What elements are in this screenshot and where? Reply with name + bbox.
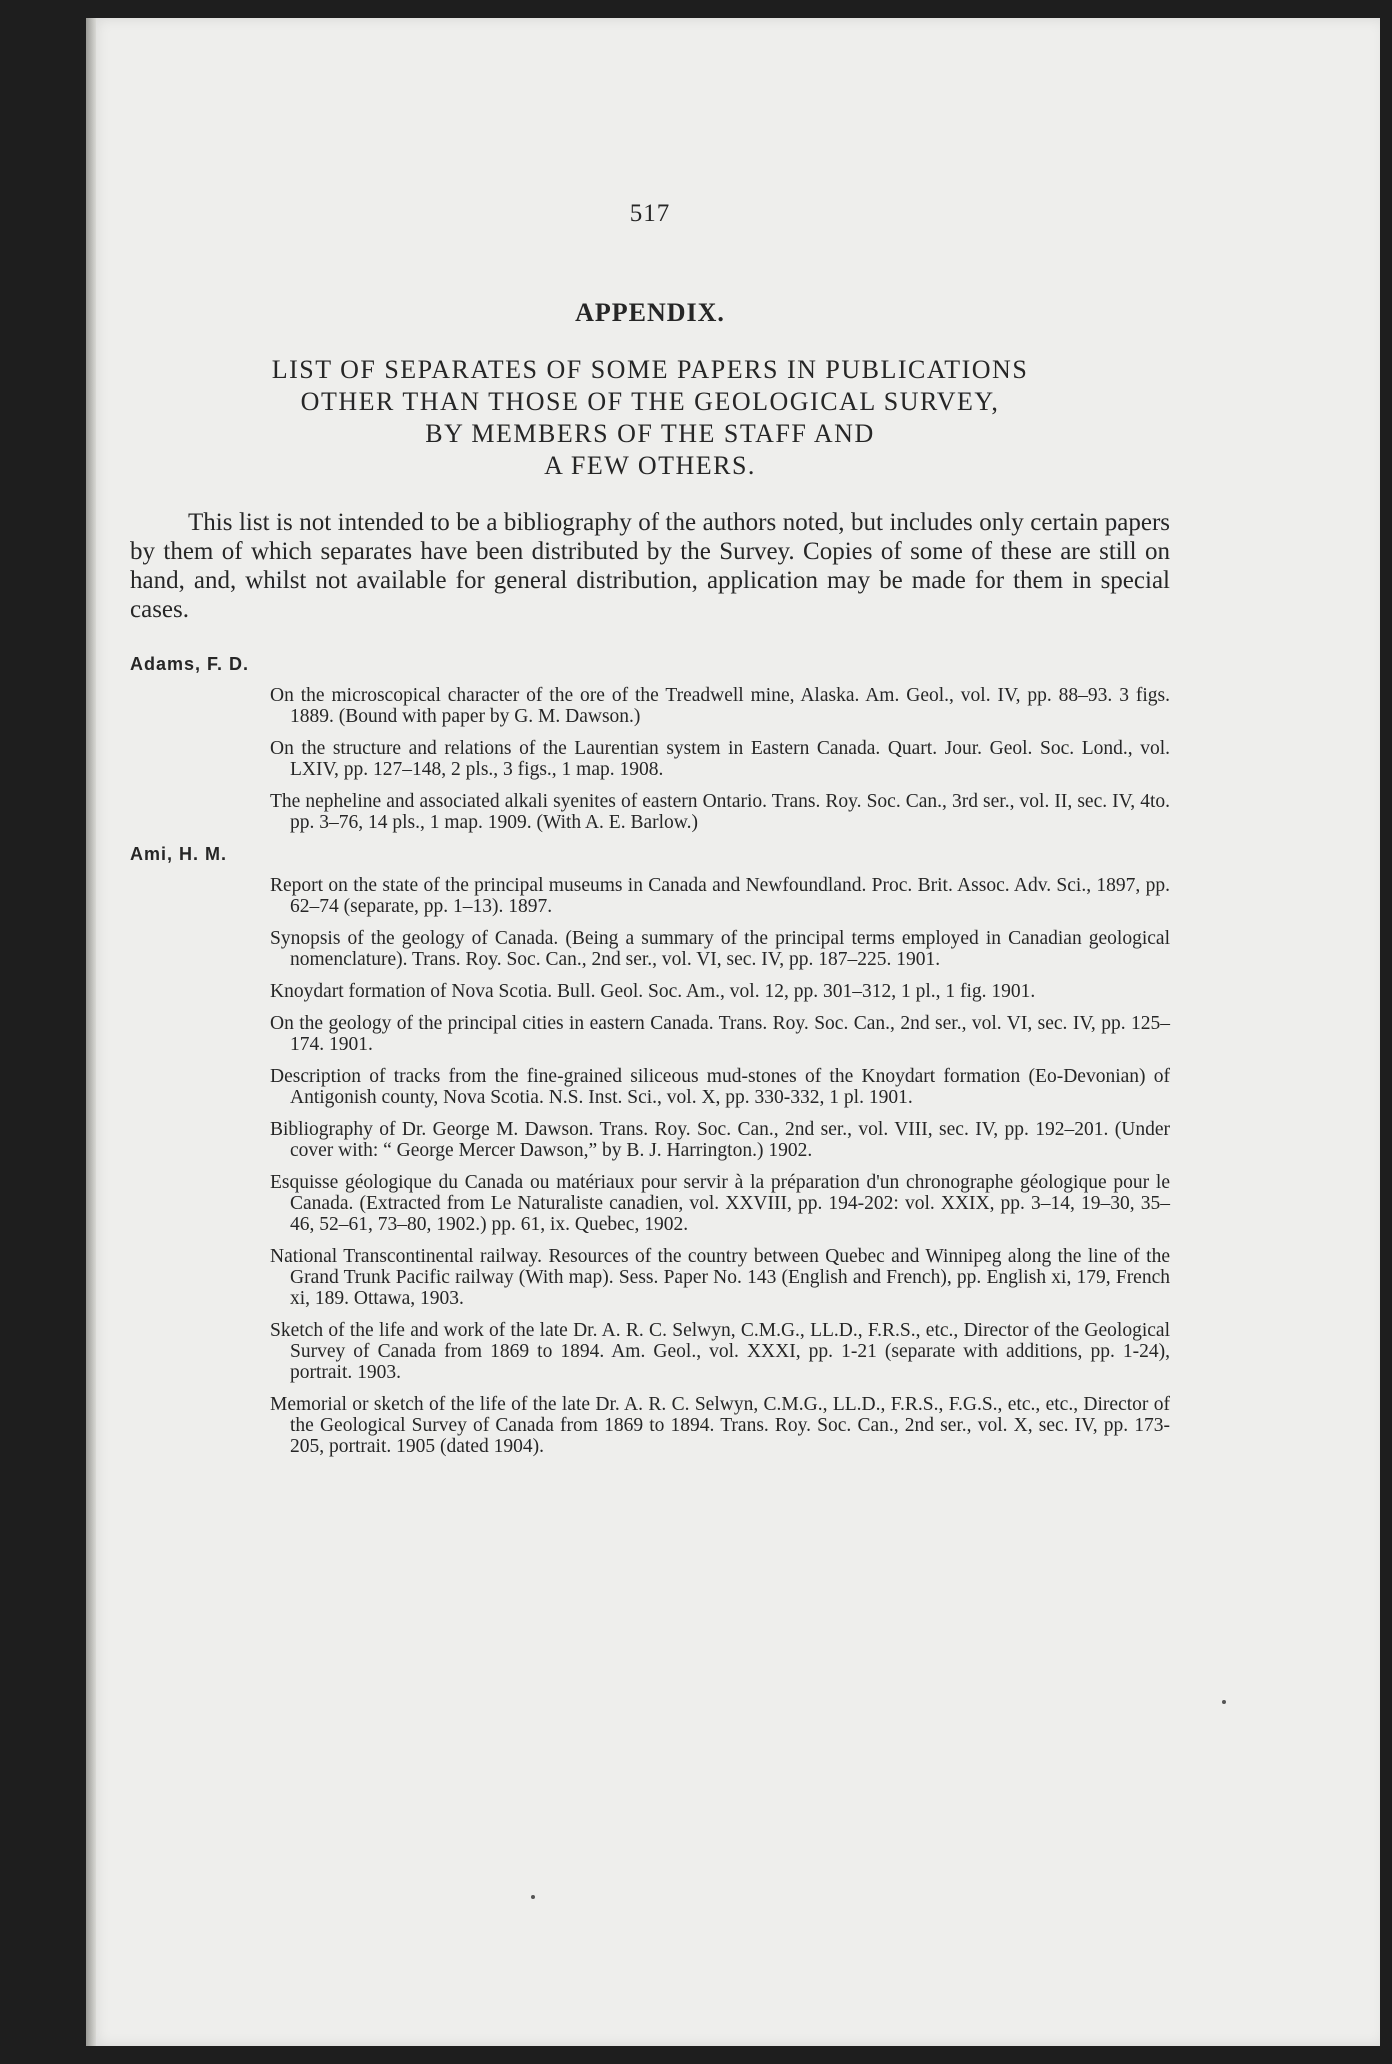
page-spine-shadow xyxy=(86,18,96,2046)
bibliography-entry: On the structure and relations of the Laurentian system in Eastern Canada. Quart. Jour. Geol. Soc. Lond., vol. LXIV, pp. 127–148, 2 pls., 3 figs., 1 map. 1908. xyxy=(270,738,1170,780)
bibliography-entry: Report on the state of the principal museums in Canada and Newfoundland. Proc. Brit. Assoc. Adv. Sci., 1897, pp. 62–74 (separate, pp. 1–13). 1897. xyxy=(270,875,1170,917)
scan-speck xyxy=(531,1895,535,1899)
bibliography-entry: Esquisse géologique du Canada ou matériaux pour servir à la préparation d'un chronographe géologique pour le Canada. (Extracted from Le Naturaliste canadien, vol. XXVIII, pp. 194-202: vol. XXIX, pp. 3–14, 19–30, 35–46, 52–61, 73–80, 1902.) pp. 61, ix. Quebec, 1902. xyxy=(270,1172,1170,1235)
scan-speck xyxy=(1222,1700,1226,1704)
appendix-heading: APPENDIX. xyxy=(575,298,725,327)
list-title-line: LIST OF SEPARATES OF SOME PAPERS IN PUBLICATIONS xyxy=(271,355,1029,384)
list-title-line: A FEW OTHERS. xyxy=(544,451,756,480)
author-name: Adams, F. D. xyxy=(130,654,250,674)
bibliography-entry: On the microscopical character of the ore of the Treadwell mine, Alaska. Am. Geol., vol. IV, pp. 88–93. 3 figs. 1889. (Bound with paper by G. M. Dawson.) xyxy=(270,685,1170,727)
intro-paragraph: This list is not intended to be a bibliography of the authors noted, but includes only certain papers by them of which separates have been distributed by the Survey. Copies of some of these are still on hand, and, whilst not available for general distribution, application may be made for them in special cases. xyxy=(130,509,1170,623)
page-content xyxy=(130,200,1170,1468)
bibliography-entry: Knoydart formation of Nova Scotia. Bull. Geol. Soc. Am., vol. 12, pp. 301–312, 1 pl., 1 fig. 1901. xyxy=(270,981,1036,1002)
list-title-line: OTHER THAN THOSE OF THE GEOLOGICAL SURVEY, xyxy=(300,387,1000,416)
bibliography-entry: Description of tracks from the fine-grained siliceous mud-stones of the Knoydart formation (Eo-Devonian) of Antigonish county, Nova Scotia. N.S. Inst. Sci., vol. X, pp. 330-332, 1 pl. 1901. xyxy=(270,1066,1170,1108)
page-number: 517 xyxy=(629,200,671,227)
bibliography-entry: Sketch of the life and work of the late Dr. A. R. C. Selwyn, C.M.G., LL.D., F.R.S., etc., Director of the Geological Survey of Canada from 1869 to 1894. Am. Geol., vol. XXXI, pp. 1-21 (separate with additions, pp. 1-24), portrait. 1903. xyxy=(270,1320,1170,1383)
bibliography-entry: Bibliography of Dr. George M. Dawson. Trans. Roy. Soc. Can., 2nd ser., vol. VIII, sec. IV, pp. 192–201. (Under cover with: “ George Mercer Dawson,” by B. J. Harrington.) 1902. xyxy=(270,1119,1170,1161)
bibliography-entry: On the geology of the principal cities in eastern Canada. Trans. Roy. Soc. Can., 2nd ser., vol. VI, sec. IV, pp. 125–174. 1901. xyxy=(270,1013,1170,1055)
author-section-adams xyxy=(130,654,1170,833)
author-section-ami xyxy=(130,844,1170,1457)
bibliography-entry: Synopsis of the geology of Canada. (Being a summary of the principal terms employed in Canadian geological nomenclature). Trans. Roy. Soc. Can., 2nd ser., vol. VI, sec. IV, pp. 187–225. 1901. xyxy=(270,928,1170,970)
bibliography-entry: The nepheline and associated alkali syenites of eastern Ontario. Trans. Roy. Soc. Can., 3rd ser., vol. II, sec. IV, 4to. pp. 3–76, 14 pls., 1 map. 1909. (With A. E. Barlow.) xyxy=(270,791,1170,833)
bibliography-entry: Memorial or sketch of the life of the late Dr. A. R. C. Selwyn, C.M.G., LL.D., F.R.S., F.G.S., etc., etc., Director of the Geological Survey of Canada from 1869 to 1894. Trans. Roy. Soc. Can., 2nd ser., vol. X, sec. IV, pp. 173-205, portrait. 1905 (dated 1904). xyxy=(270,1394,1170,1457)
list-title xyxy=(130,354,1170,482)
bibliography-entry: National Transcontinental railway. Resources of the country between Quebec and Winnipeg along the line of the Grand Trunk Pacific railway (With map). Sess. Paper No. 143 (English and French), pp. English xi, 179, French xi, 189. Ottawa, 1903. xyxy=(270,1246,1170,1309)
author-name: Ami, H. M. xyxy=(130,844,228,864)
list-title-line: BY MEMBERS OF THE STAFF AND xyxy=(425,419,875,448)
